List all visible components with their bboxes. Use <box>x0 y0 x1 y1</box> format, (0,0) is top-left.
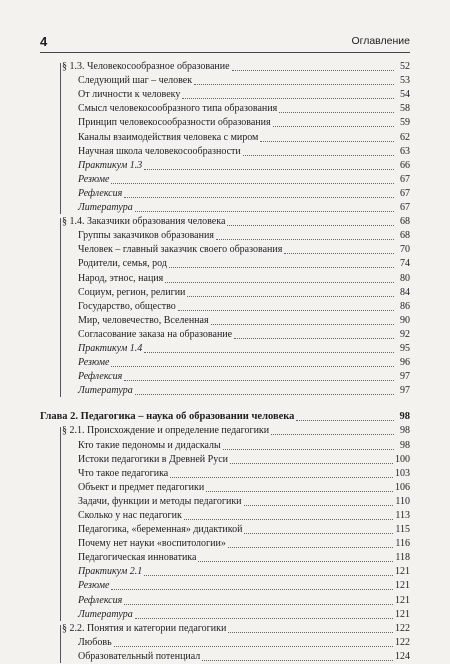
dot-leader <box>111 589 393 590</box>
toc-entry-page: 121 <box>395 594 410 606</box>
toc-entry-page: 100 <box>395 453 410 465</box>
toc-entry-page: 116 <box>395 538 410 550</box>
toc-subsection-entry <box>40 509 410 523</box>
chapter-gap <box>40 398 410 410</box>
toc-subsection-entry <box>40 257 410 271</box>
dot-leader <box>178 310 394 311</box>
running-title: Оглавление <box>351 35 410 47</box>
section-bracket <box>60 625 61 663</box>
toc-entry-page: 121 <box>395 566 410 578</box>
toc-entry-title: Образовательный потенциал <box>78 650 201 662</box>
toc-entry-page: 63 <box>400 145 410 157</box>
toc-entry-title: Принцип человекосообразности образования <box>78 117 271 129</box>
toc-subsection-entry <box>40 243 410 257</box>
toc-subsection-entry <box>40 565 410 579</box>
toc-entry-page: 84 <box>400 286 410 298</box>
toc-entry-title: Глава 2. Педагогика – наука об образовании человека <box>40 411 295 423</box>
toc-entry-title: Резюме <box>78 580 110 592</box>
dot-leader <box>111 366 394 367</box>
dot-leader <box>216 239 394 240</box>
toc-entry-page: 98 <box>400 425 410 437</box>
dot-leader <box>202 660 393 661</box>
dot-leader <box>296 420 394 421</box>
dot-leader <box>284 253 394 254</box>
toc-entry-page: 67 <box>400 187 410 199</box>
toc-subsection-entry <box>40 159 410 173</box>
toc-entry-title: Объект и предмет педагогики <box>78 481 205 493</box>
dot-leader <box>244 505 394 506</box>
toc-section-entry <box>40 215 410 229</box>
toc-entry-page: 53 <box>400 75 410 87</box>
dot-leader <box>228 632 393 633</box>
toc-entry-title: Государство, общество <box>78 300 176 312</box>
toc-subsection-entry <box>40 145 410 159</box>
toc-entry-title: § 1.4. Заказчики образования человека <box>62 216 226 228</box>
toc-entry-page: 68 <box>400 216 410 228</box>
toc-entry-page: 90 <box>400 314 410 326</box>
toc-entry-title: Сколько у нас педагогик <box>78 510 182 521</box>
toc-subsection-entry <box>40 187 410 201</box>
dot-leader <box>144 352 394 353</box>
toc-subsection-entry <box>40 551 410 565</box>
toc-entry-title: Рефлексия <box>78 187 123 199</box>
toc-entry-title: Согласование заказа на образование <box>78 328 233 340</box>
toc-entry-title: От личности к человеку <box>78 89 181 101</box>
toc-entry-page: 110 <box>395 495 410 507</box>
dot-leader <box>144 169 394 170</box>
dot-leader <box>165 282 394 283</box>
toc-entry-page: 103 <box>395 467 410 479</box>
toc-entry-page: 122 <box>395 636 410 648</box>
toc-entry-title: § 2.2. Понятия и категории педагогики <box>62 622 227 634</box>
toc-entry-title: Резюме <box>78 357 110 369</box>
toc-entry-title: Практикум 1.4 <box>78 342 143 354</box>
toc-subsection-entry <box>40 467 410 481</box>
dot-leader <box>211 324 394 325</box>
toc-entry-page: 124 <box>395 650 410 662</box>
toc-chapter-entry <box>40 410 410 424</box>
toc-subsection-entry <box>40 593 410 607</box>
dot-leader <box>243 155 394 156</box>
toc-subsection-entry <box>40 328 410 342</box>
toc-subsection-entry <box>40 88 410 102</box>
toc-entry-page: 96 <box>400 357 410 369</box>
toc-entry-page: 62 <box>400 131 410 143</box>
toc-section-entry <box>40 424 410 438</box>
dot-leader <box>135 211 394 212</box>
dot-leader <box>244 533 393 534</box>
dot-leader <box>187 296 394 297</box>
toc-entry-title: Практикум 2.1 <box>78 566 143 578</box>
toc-subsection-entry <box>40 173 410 187</box>
toc-entry-title: Группы заказчиков образования <box>78 230 214 242</box>
dot-leader <box>111 183 394 184</box>
toc-entry-page: 106 <box>395 481 410 493</box>
toc-entry-page: 70 <box>400 244 410 256</box>
toc-entry-page: 121 <box>395 608 410 620</box>
toc-entry-title: Мир, человечество, Вселенная <box>78 314 209 326</box>
toc-entry-title: Кто такие педономы и дидаскалы <box>78 439 221 451</box>
section-bracket <box>60 63 61 214</box>
dot-leader <box>232 70 394 71</box>
toc-entry-title: Что такое педагогика <box>78 467 169 479</box>
toc-entry-page: 67 <box>400 202 410 214</box>
toc-entry-title: Литература <box>78 385 133 397</box>
section-bracket <box>60 427 61 621</box>
dot-leader <box>279 112 394 113</box>
toc-entry-title: Научная школа человекосообразности <box>78 145 241 157</box>
toc-entry-page: 59 <box>400 117 410 129</box>
toc-entry-page: 67 <box>400 173 410 185</box>
toc-entry-title: Почему нет науки «воспитологии» <box>78 538 226 550</box>
toc-entry-page: 98 <box>399 411 410 423</box>
dot-leader <box>144 575 393 576</box>
toc-section-entry <box>40 622 410 636</box>
toc-entry-page: 122 <box>395 622 410 634</box>
toc-entry-title: Народ, этнос, нация <box>78 272 164 284</box>
dot-leader <box>228 547 394 548</box>
section-bracket <box>60 218 61 397</box>
dot-leader <box>135 394 394 395</box>
dot-leader <box>271 434 394 435</box>
dot-leader <box>273 126 394 127</box>
dot-leader <box>124 197 394 198</box>
toc-entry-page: 68 <box>400 230 410 242</box>
page-number: 4 <box>40 34 48 49</box>
toc-entry-page: 86 <box>400 300 410 312</box>
toc-entry-page: 118 <box>395 552 410 564</box>
page-header <box>40 34 410 50</box>
toc-entry-page: 92 <box>400 328 410 340</box>
toc-subsection-entry <box>40 356 410 370</box>
toc-subsection-entry <box>40 438 410 452</box>
toc-entry-title: Смысл человекосообразного типа образования <box>78 103 278 115</box>
toc-entry-title: Социум, регион, религии <box>78 286 186 298</box>
toc-subsection-entry <box>40 636 410 650</box>
toc-entry-title: Резюме <box>78 173 110 185</box>
dot-leader <box>135 618 393 619</box>
toc-subsection-entry <box>40 271 410 285</box>
toc-subsection-entry <box>40 74 410 88</box>
toc-subsection-entry <box>40 342 410 356</box>
toc-subsection-entry <box>40 130 410 144</box>
toc-entry-title: Рефлексия <box>78 594 123 606</box>
toc-entry-page: 58 <box>400 103 410 115</box>
toc-subsection-entry <box>40 116 410 130</box>
toc-entry-title: Рефлексия <box>78 371 123 383</box>
toc-subsection-entry <box>40 579 410 593</box>
toc-entry-title: § 1.3. Человекосообразное образование <box>62 61 230 73</box>
toc-subsection-entry <box>40 201 410 215</box>
toc-entry-title: § 2.1. Происхождение и определение педагогики <box>62 425 270 437</box>
dot-leader <box>230 463 393 464</box>
dot-leader <box>114 646 393 647</box>
toc-subsection-entry <box>40 286 410 300</box>
toc-entry-title: Следующий шаг – человек <box>78 75 193 87</box>
toc-entry-page: 95 <box>400 342 410 354</box>
header-rule <box>40 52 410 53</box>
toc-entry-page: 74 <box>400 258 410 270</box>
toc-subsection-entry <box>40 384 410 398</box>
toc-entry-title: Истоки педагогики в Древней Руси <box>78 453 229 465</box>
toc-entry-page: 115 <box>395 524 410 536</box>
dot-leader <box>169 267 394 268</box>
toc-subsection-entry <box>40 314 410 328</box>
toc-section-entry <box>40 60 410 74</box>
dot-leader <box>206 491 393 492</box>
toc-entry-page: 97 <box>400 385 410 397</box>
toc-entry-title: Задачи, функции и методы педагогики <box>78 495 242 507</box>
toc-entry-page: 98 <box>400 439 410 451</box>
toc-entry-title: Практикум 1.3 <box>78 159 143 171</box>
table-of-contents <box>40 60 410 664</box>
dot-leader <box>260 141 394 142</box>
toc-entry-title: Педагогика, «беременная» дидактикой <box>78 524 243 536</box>
toc-entry-title: Педагогическая инноватика <box>78 552 197 564</box>
dot-leader <box>170 477 393 478</box>
toc-subsection-entry <box>40 495 410 509</box>
toc-entry-title: Каналы взаимодействия человека с миром <box>78 131 259 143</box>
dot-leader <box>184 519 393 520</box>
toc-entry-page: 113 <box>395 510 410 521</box>
toc-entry-page: 66 <box>400 159 410 171</box>
toc-subsection-entry <box>40 453 410 467</box>
dot-leader <box>223 449 394 450</box>
dot-leader <box>124 604 393 605</box>
dot-leader <box>227 225 394 226</box>
dot-leader <box>234 338 394 339</box>
toc-entry-title: Литература <box>78 202 133 214</box>
toc-entry-title: Родители, семья, род <box>78 258 167 270</box>
toc-subsection-entry <box>40 102 410 116</box>
toc-entry-page: 80 <box>400 272 410 284</box>
toc-subsection-entry <box>40 650 410 664</box>
toc-entry-title: Литература <box>78 608 133 620</box>
dot-leader <box>124 380 394 381</box>
toc-subsection-entry <box>40 537 410 551</box>
toc-subsection-entry <box>40 370 410 384</box>
toc-subsection-entry <box>40 481 410 495</box>
toc-entry-page: 54 <box>400 89 410 101</box>
dot-leader <box>194 84 394 85</box>
toc-entry-page: 52 <box>400 61 410 73</box>
toc-subsection-entry <box>40 300 410 314</box>
toc-subsection-entry <box>40 229 410 243</box>
dot-leader <box>182 98 394 99</box>
dot-leader <box>198 561 393 562</box>
toc-entry-title: Человек – главный заказчик своего образования <box>78 244 283 256</box>
toc-subsection-entry <box>40 608 410 622</box>
toc-subsection-entry <box>40 523 410 537</box>
toc-entry-page: 121 <box>395 580 410 592</box>
toc-entry-page: 97 <box>400 371 410 383</box>
toc-entry-title: Любовь <box>78 636 112 648</box>
